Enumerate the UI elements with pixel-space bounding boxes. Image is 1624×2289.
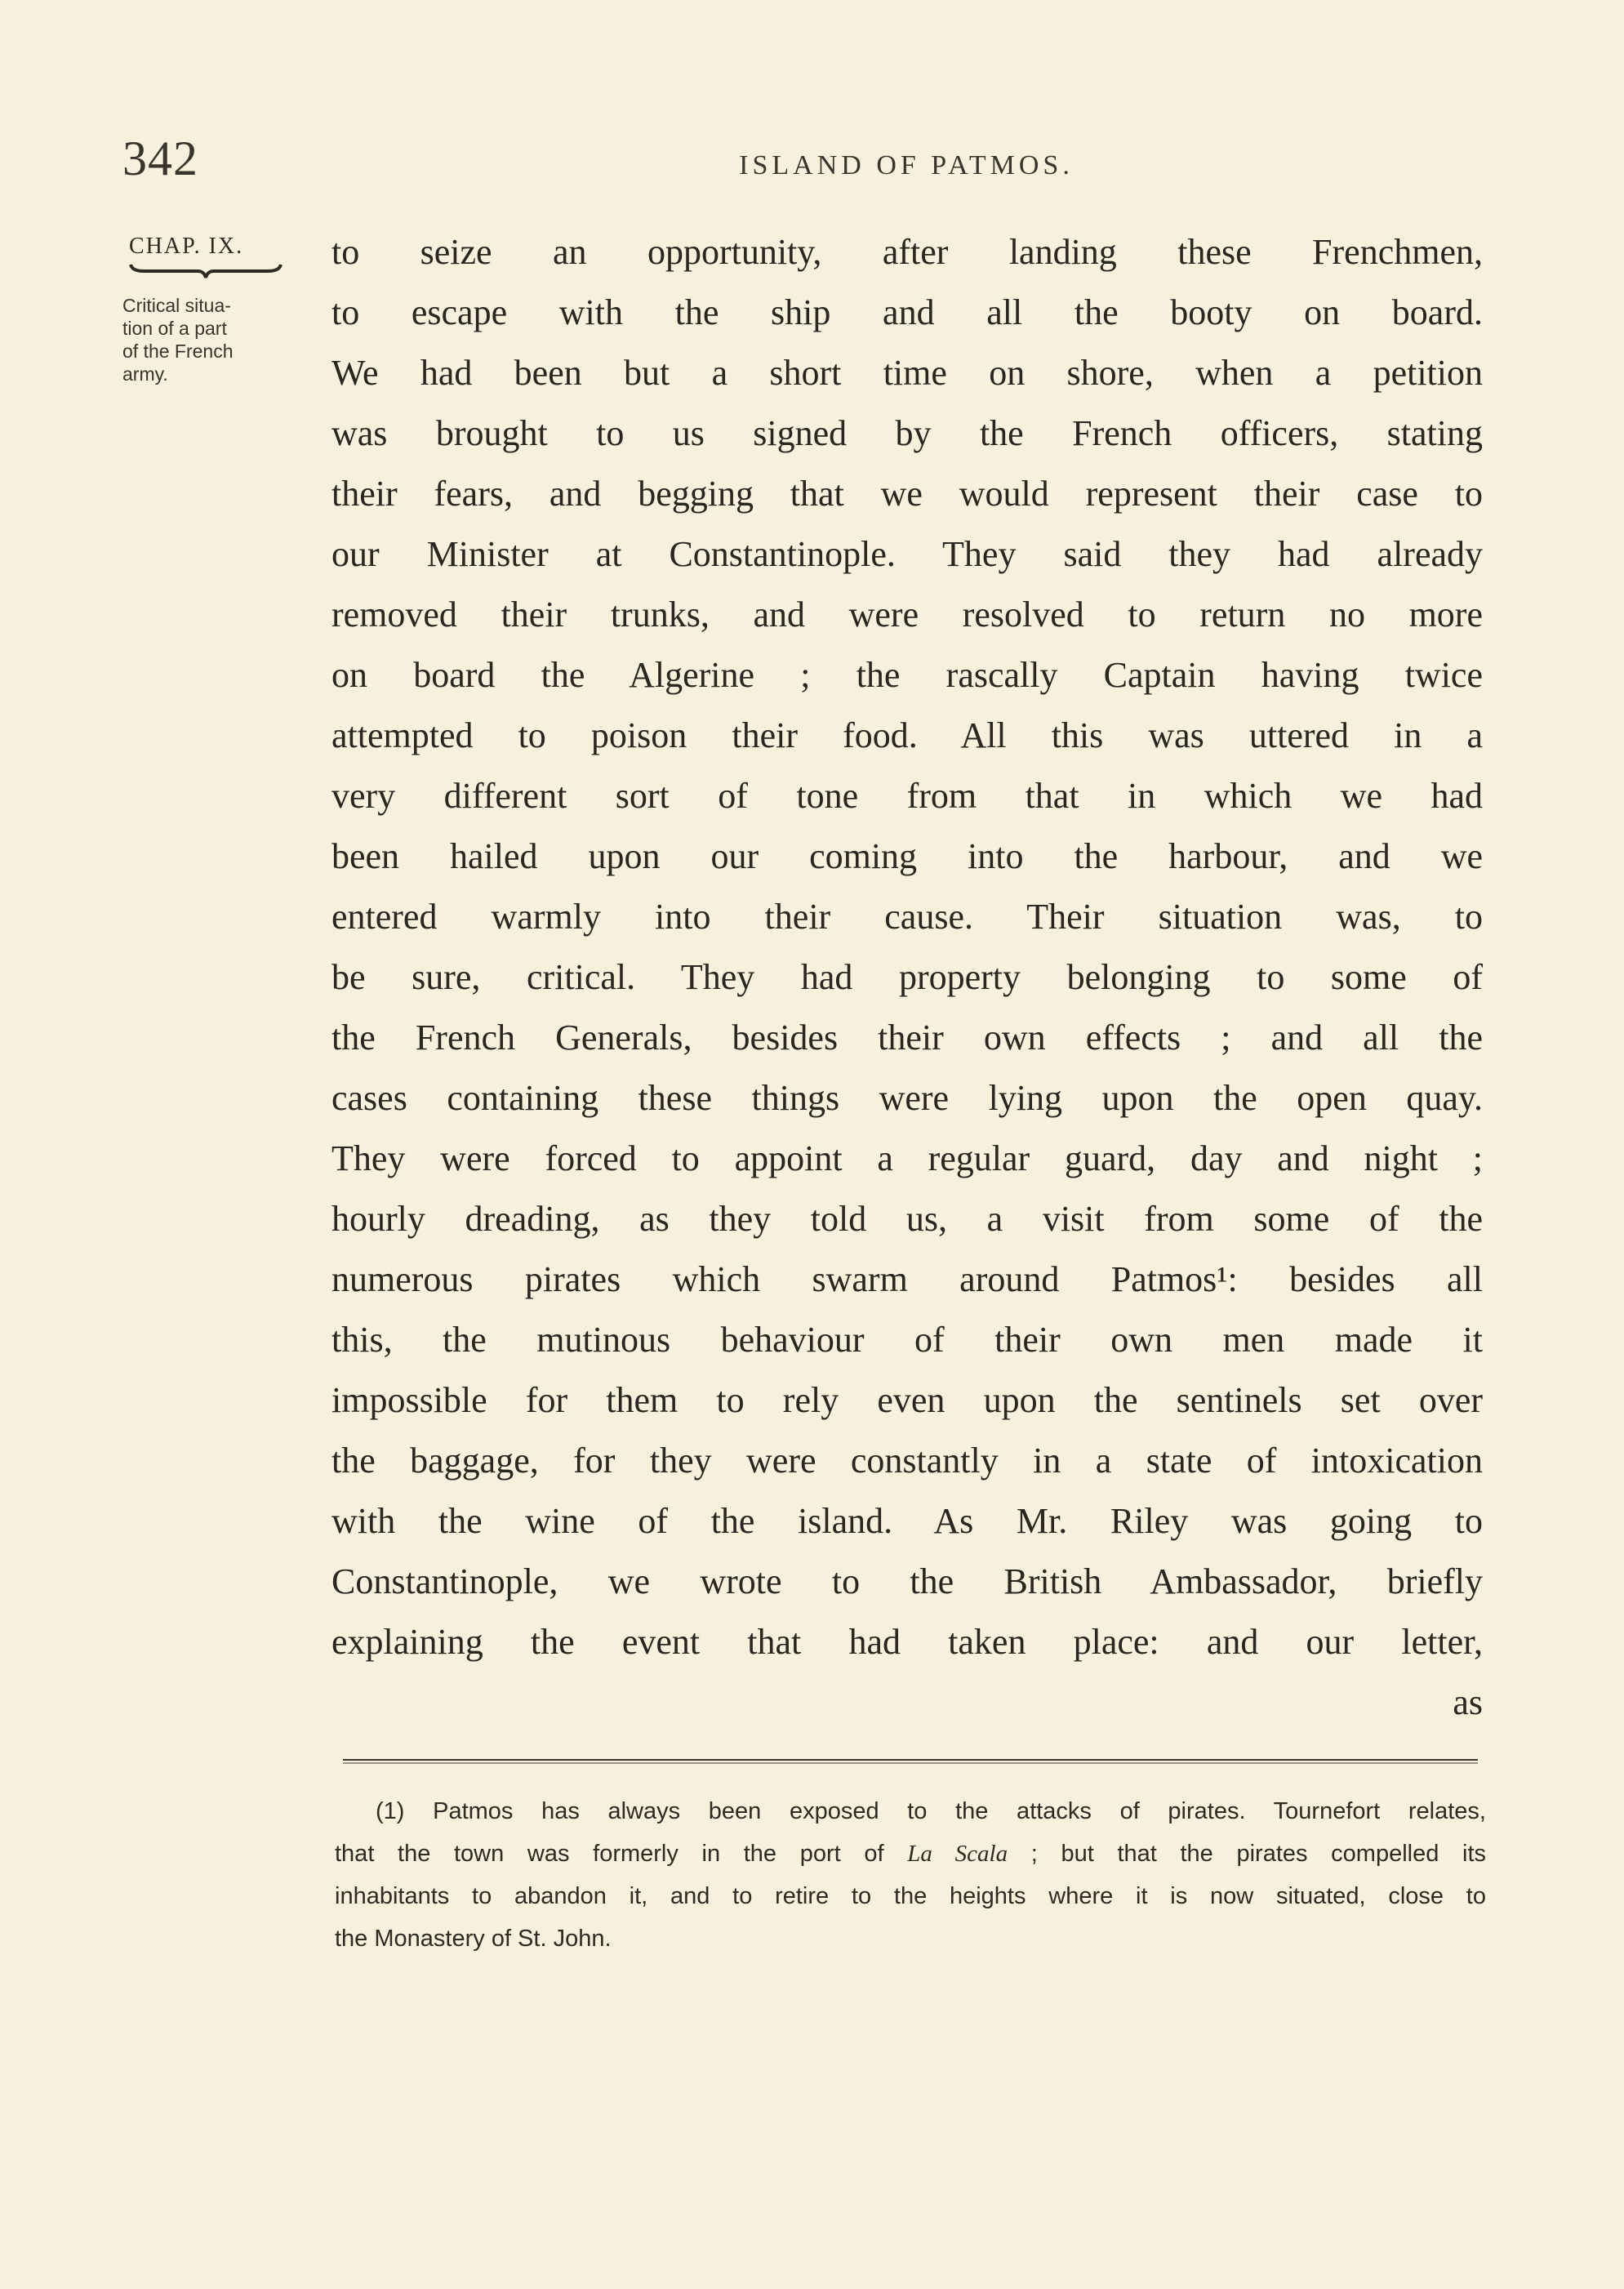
footnote	[335, 1790, 1486, 1960]
footnote-place-name: La Scala	[907, 1841, 1008, 1867]
body-line: was brought to us signed by the French officers, stating	[331, 413, 1483, 453]
body-line: the French Generals, besides their own effects ; and all the	[331, 1018, 1483, 1058]
running-head: ISLAND OF PATMOS.	[739, 150, 1074, 180]
footnote-line: the Monastery of St. John.	[335, 1926, 612, 1952]
footnote-line: (1) Patmos has always been exposed to the attacks of pirates. Tournefort relates,	[376, 1798, 1486, 1824]
body-line: entered warmly into their cause. Their situation was, to	[331, 897, 1483, 937]
footnote-line: inhabitants to abandon it, and to retire to the heights where it is now situated, close to	[335, 1883, 1486, 1909]
body-line: to escape with the ship and all the booty on board.	[331, 292, 1483, 332]
side-note-line: tion of a part	[122, 318, 227, 339]
body-line: this, the mutinous behaviour of their own men made it	[331, 1320, 1483, 1360]
body-line: been hailed upon our coming into the harbour, and we	[331, 836, 1483, 876]
body-line: on board the Algerine ; the rascally Captain having twice	[331, 655, 1483, 695]
body-line: impossible for them to rely even upon the sentinels set over	[331, 1380, 1483, 1420]
chapter-label: CHAP. IX.	[129, 234, 244, 259]
side-note-line: army.	[122, 363, 168, 385]
body-line: explaining the event that had taken place: and our letter,	[331, 1622, 1483, 1662]
side-note	[122, 294, 298, 385]
body-line: be sure, critical. They had property belonging to some of	[331, 957, 1483, 997]
body-line: the baggage, for they were constantly in a state of intoxication	[331, 1441, 1483, 1481]
body-line: Constantinople, we wrote to the British Ambassador, briefly	[331, 1561, 1483, 1601]
side-note-line: of the French	[122, 341, 234, 362]
side-note-line: Critical situa-	[122, 295, 231, 316]
body-line: They were forced to appoint a regular guard, day and night ;	[331, 1138, 1483, 1178]
catchword: as	[1453, 1682, 1483, 1722]
chapter-brace-icon	[127, 260, 284, 281]
body-line: We had been but a short time on shore, when a petition	[331, 353, 1483, 393]
footnote-rule	[343, 1757, 1478, 1766]
body-line: very different sort of tone from that in which we had	[331, 776, 1483, 816]
footnote-text: ; but that the pirates compelled its	[1008, 1841, 1487, 1867]
footnote-text: that the town was formerly in the port of	[335, 1841, 908, 1867]
body-line: with the wine of the island. As Mr. Riley was going to	[331, 1501, 1483, 1541]
body-text	[331, 222, 1483, 1733]
body-line: their fears, and begging that we would represent their case to	[331, 474, 1483, 514]
body-line: cases containing these things were lying upon the open quay.	[331, 1078, 1483, 1118]
body-line: numerous pirates which swarm around Patmos¹: besides all	[331, 1259, 1483, 1299]
body-line: hourly dreading, as they told us, a visit from some of the	[331, 1199, 1483, 1239]
body-line: to seize an opportunity, after landing these Frenchmen,	[331, 232, 1483, 272]
body-line: our Minister at Constantinople. They said they had already	[331, 534, 1483, 574]
body-line: removed their trunks, and were resolved to return no more	[331, 595, 1483, 635]
footnote-line	[335, 1833, 1486, 1875]
body-line: attempted to poison their food. All this was uttered in a	[331, 715, 1483, 755]
page-number: 342	[122, 131, 198, 185]
